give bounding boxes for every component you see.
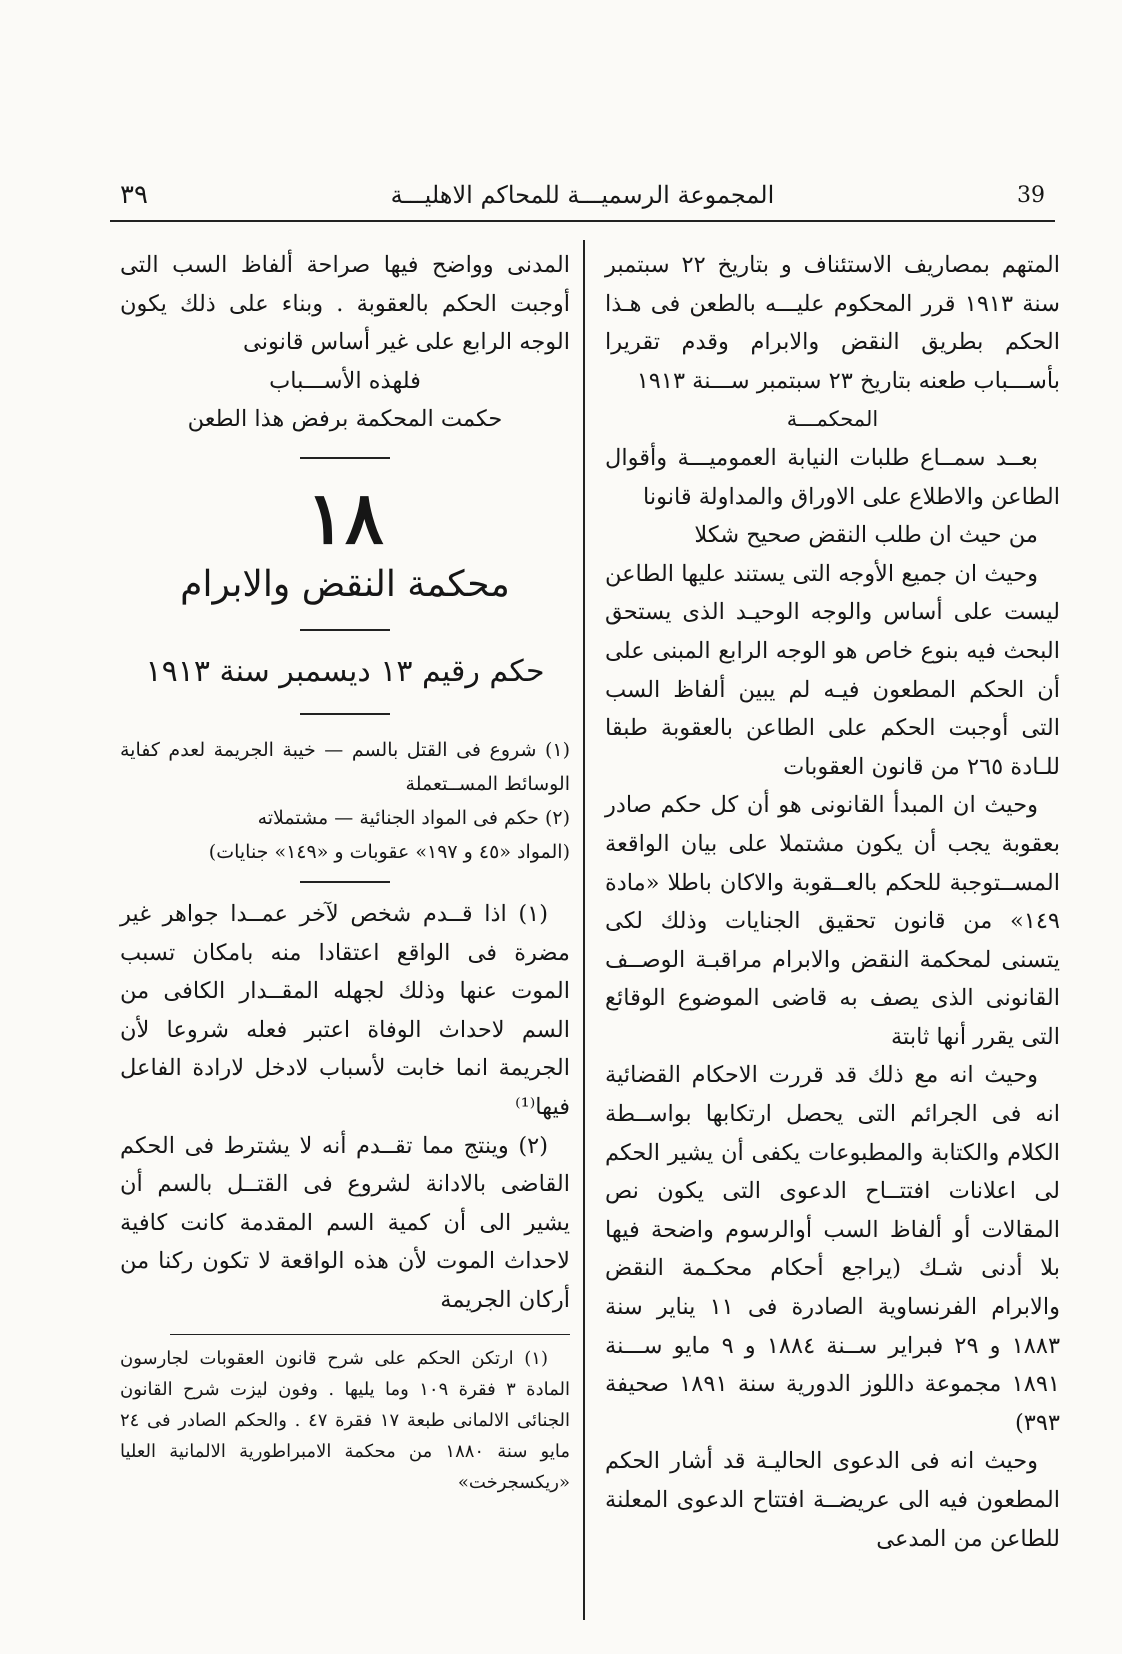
articles-reference: (المواد «٤٥ و ١٩٧» عقوبات و «١٤٩» جنايات) (208, 840, 570, 863)
divider (300, 629, 390, 631)
paragraph: بعــد سمــاع طلبات النيابة العموميـــة وأقوال الطاعن والاطلاع على الاوراق والمداولة قانونا (605, 444, 1060, 510)
divider (300, 457, 390, 459)
principle-paragraph: (١) اذا قــدم شخص لآخر عمــدا جواهر غير مضرة فى الواقع اعتقادا منه بامكان تسبب الموت عنها وذلك لجهله المقــدار الكافى من السم لاحداث الوفاة اعتبر فعله شروعا لأن الجريمة انما خابت لأسباب لادخل لارادة الفاعل فيها⁽¹⁾ (120, 900, 570, 1120)
paragraph: وحيث انه مع ذلك قد قررت الاحكام القضائية انه فى الجرائم التى يحصل ارتكابها بواســطة الكلام والكتابة والمطبوعات يكفى أن يشير الحكم لى اعلانات افتتــاح الدعوى التى يكون نص المقالات أو ألفاظ السب أوالرسوم واضحة فيها بلا أدنى شـك (يراجع أحكام محكـمة النقض والابرام الفرنساوية الصادرة فى ١١ يناير سنة ١٨٨٣ و ٢٩ فبراير ســنة ١٨٨٤ و ٩ مايو ســـنة ١٨٩١ مجموعة داللوز الدورية سنة ١٨٩١ صحيفة ٣٩٣) (605, 1062, 1061, 1436)
ruling-text: حكمت المحكمة برفض هذا الطعن (187, 406, 503, 433)
right-column (605, 246, 1060, 1558)
footnote: (١) ارتكن الحكم على شرح قانون العقوبات لجارسون المادة ٣ فقرة ١٠٩ وما يليها . وفون ليزت شرح القانون الجنائى الالمانى طبعة ١٧ فقرة ٤٧ . والحكم الصادر فى ٢٤ مايو سنة ١٨٨٠ من محكمة الامبراطورية الالمانية العليا «ريكسجرخت» (120, 1347, 571, 1493)
paragraph: وحيث ان المبدأ القانونى هو أن كل حكم صادر بعقوبة يجب أن يكون مشتملا على بيان الواقعة المســتوجبة للحكم بالعــقوبة والاكان باطلا «مادة ١٤٩» من قانون تحقيق الجنايات وذلك لكى يتسنى لمحكمة النقض والابرام مراقبـة الوصــف القانونى الذى يصف به قاضى الموضوع الوقائع التى يقرر أنها ثابتة (605, 792, 1060, 1050)
case-number: ١٨ (306, 474, 384, 560)
divider (300, 881, 390, 883)
paragraph: من حيث ان طلب النقض صحيح شكلا (694, 522, 1038, 549)
summary-item: (١) شروع فى القتل بالسم — خيبة الجريمة لعدم كفاية الوسائط المســتعملة (120, 738, 570, 795)
page-header (120, 176, 1045, 214)
reasons-heading: فلهذه الأســـباب (269, 367, 421, 394)
summary-item: (٢) حكم فى المواد الجنائية — مشتملاته (257, 806, 570, 829)
court-name: محكمة النقض والابرام (180, 563, 510, 605)
page-number-arabic: ٣٩ (120, 180, 148, 210)
journal-title: المجموعة الرسميـــة للمحاكم الاهليـــة (390, 181, 775, 209)
paragraph: المتهم بمصاريف الاستئناف و بتاريخ ٢٢ سبتمبر سنة ١٩١٣ قرر المحكوم عليـــه بالطعن فى هـذا الحكم بطريق النقض والابرام وقدم تقريرا بأســـباب طعنه بتاريخ ٢٣ سبتمبر ســـنة ١٩١٣ (605, 252, 1061, 394)
judgment-date: حكم رقيم ١٣ ديسمبر سنة ١٩١٣ (145, 653, 545, 689)
page-number-latin: 39 (1016, 182, 1045, 208)
paragraph: وحيث ان جميع الأوجه التى يستند عليها الطاعن ليست على أساس والوجه الوحيـد الذى يستحق البحث فيه بنوع خاص هو الوجه الرابع المبنى على أن الحكم المطعون فيـه لم يبين ألفاظ السب التى أوجبت الحكم على الطاعن بالعقوبة طبقا للـادة ٢٦٥ من قانون العقوبات (605, 560, 1060, 780)
principle-paragraph: (٢) وينتج مما تقــدم أنه لا يشترط فى الحكم القاضى بالادانة لشروع فى القتــل بالسم أن يشير الى أن كمية السم المقدمة كانت كافية لاحداث الموت لأن هذه الواقعة لا تكون ركنا من أركان الجريمة (120, 1132, 570, 1313)
footnote-rule (170, 1334, 570, 1335)
header-rule (110, 220, 1055, 222)
paragraph: المدنى وواضح فيها صراحة ألفاظ السب التى أوجبت الحكم بالعقوبة . وبناء على ذلك يكون الوجه الرابع على غير أساس قانونى (120, 252, 570, 356)
column-divider (583, 240, 585, 1620)
paragraph: وحيث انه فى الدعوى الحاليـة قد أشار الحكم المطعون فيه الى عريضــة افتتاح الدعوى المعلنة للطاعن من المدعى (605, 1448, 1060, 1552)
left-column (120, 246, 570, 1498)
section-heading-court: المحكمـــة (786, 407, 879, 432)
divider (300, 713, 390, 715)
